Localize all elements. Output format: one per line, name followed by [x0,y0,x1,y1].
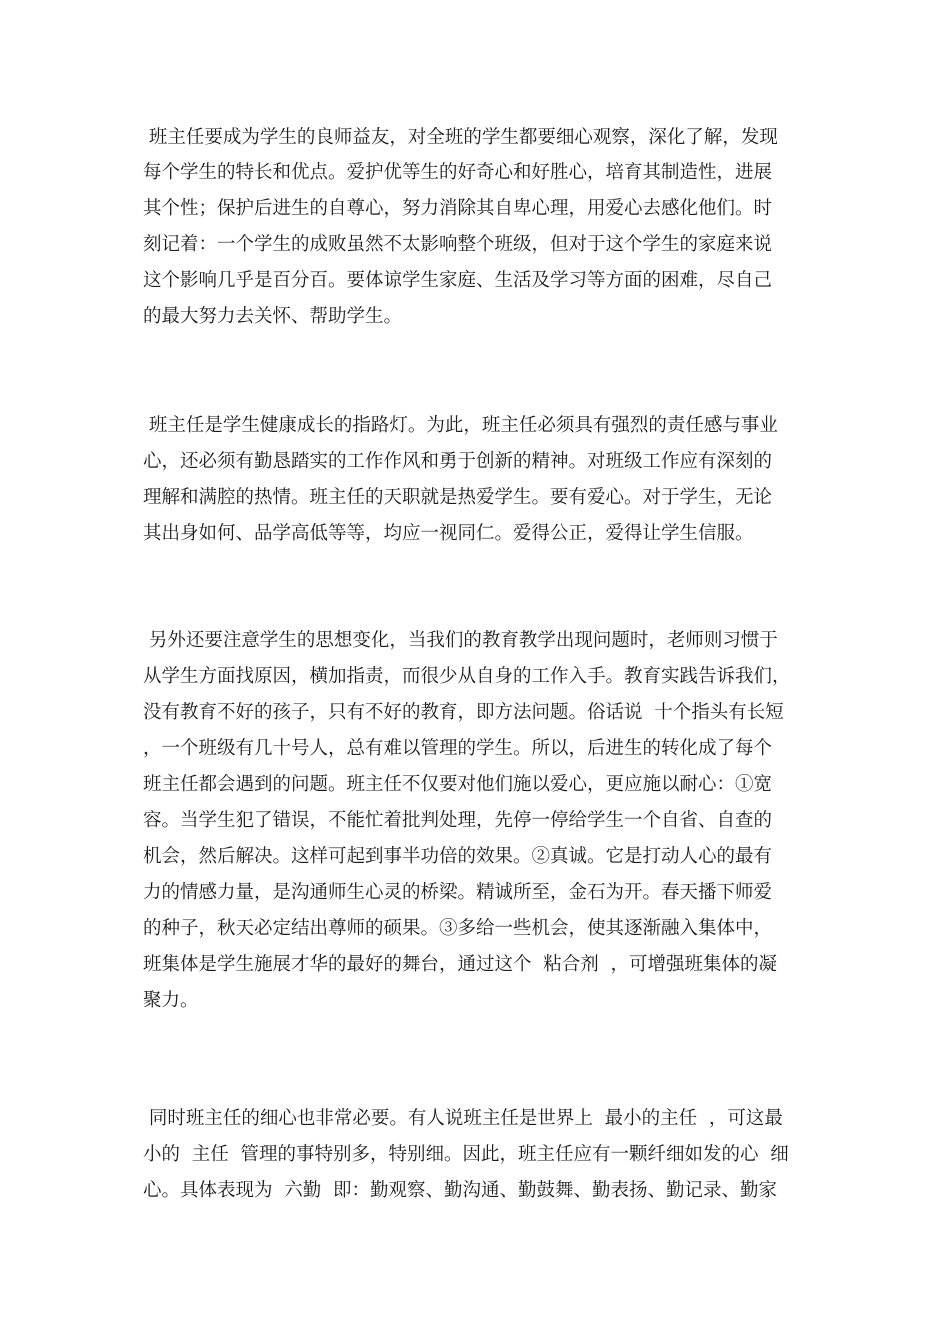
paragraph-line: 班集体是学生施展才华的最好的舞台，通过这个 粘合剂 ，可增强班集体的凝 [143,954,778,975]
paragraph-line: 心。具体表现为 六勤 即：勤观察、勤沟通、勤鼓舞、勤表扬、勤记录、勤家 [143,1180,778,1201]
paragraph-line: 机会，然后解决。这样可起到事半功倍的效果。②真诚。它是打动人心的最有 [143,846,773,867]
paragraph-line: 其个性；保护后进生的自尊心，努力消除其自卑心理，用爱心去感化他们。时 [143,198,773,219]
paragraph-line: 理解和满腔的热情。班主任的天职就是热爱学生。要有爱心。对于学生，无论 [143,487,773,508]
paragraph-line: 力的情感力量，是沟通师生心灵的桥梁。精诚所至，金石为开。春天播下师爱 [143,882,773,903]
paragraph-line: 同时班主任的细心也非常必要。有人说班主任是世界上 最小的主任 ，可这最 [143,1108,783,1129]
paragraph-line: 从学生方面找原因，横加指责，而很少从自身的工作入手。教育实践告诉我们， [143,666,791,687]
paragraph-line: 刻记着：一个学生的成败虽然不太影响整个班级，但对于这个学生的家庭来说 [143,234,773,255]
paragraph-line: 聚力。 [143,990,199,1011]
paragraph-line: 这个影响几乎是百分百。要体谅学生家庭、生活及学习等方面的困难，尽自己 [143,270,773,291]
paragraph-line: 另外还要注意学生的思想变化，当我们的教育教学出现问题时，老师则习惯于 [143,630,778,651]
paragraph-line: 的种子，秋天必定结出尊师的硕果。③多给一些机会，使其逐渐融入集体中， [143,918,773,939]
paragraph-line: 容。当学生犯了错误，不能忙着批判处理，先停一停给学生一个自省、自查的 [143,810,773,831]
paragraph-line: ，一个班级有几十号人，总有难以管理的学生。所以，后进生的转化成了每个 [143,738,773,759]
paragraph-line: 心，还必须有勤恳踏实的工作作风和勇于创新的精神。对班级工作应有深刻的 [143,451,773,472]
paragraph-line: 班主任都会遇到的问题。班主任不仅要对他们施以爱心，更应施以耐心：①宽 [143,774,773,795]
paragraph-line: 班主任要成为学生的良师益友，对全班的学生都要细心观察，深化了解，发现 [143,127,778,148]
paragraph-line: 小的 主任 管理的事特别多，特别细。因此，班主任应有一颗纤细如发的心 细 [143,1144,789,1165]
paragraph-line: 其出身如何、品学高低等等，均应一视同仁。爱得公正，爱得让学生信服。 [143,523,754,544]
paragraph-line: 没有教育不好的孩子，只有不好的教育，即方法问题。俗话说 十个指头有长短 [143,702,784,723]
paragraph-line: 班主任是学生健康成长的指路灯。为此，班主任必须具有强烈的责任感与事业 [143,415,778,436]
paragraph-line: 的最大努力去关怀、帮助学生。 [143,306,403,327]
paragraph-line: 每个学生的特长和优点。爱护优等生的好奇心和好胜心，培育其制造性，进展 [143,162,773,183]
